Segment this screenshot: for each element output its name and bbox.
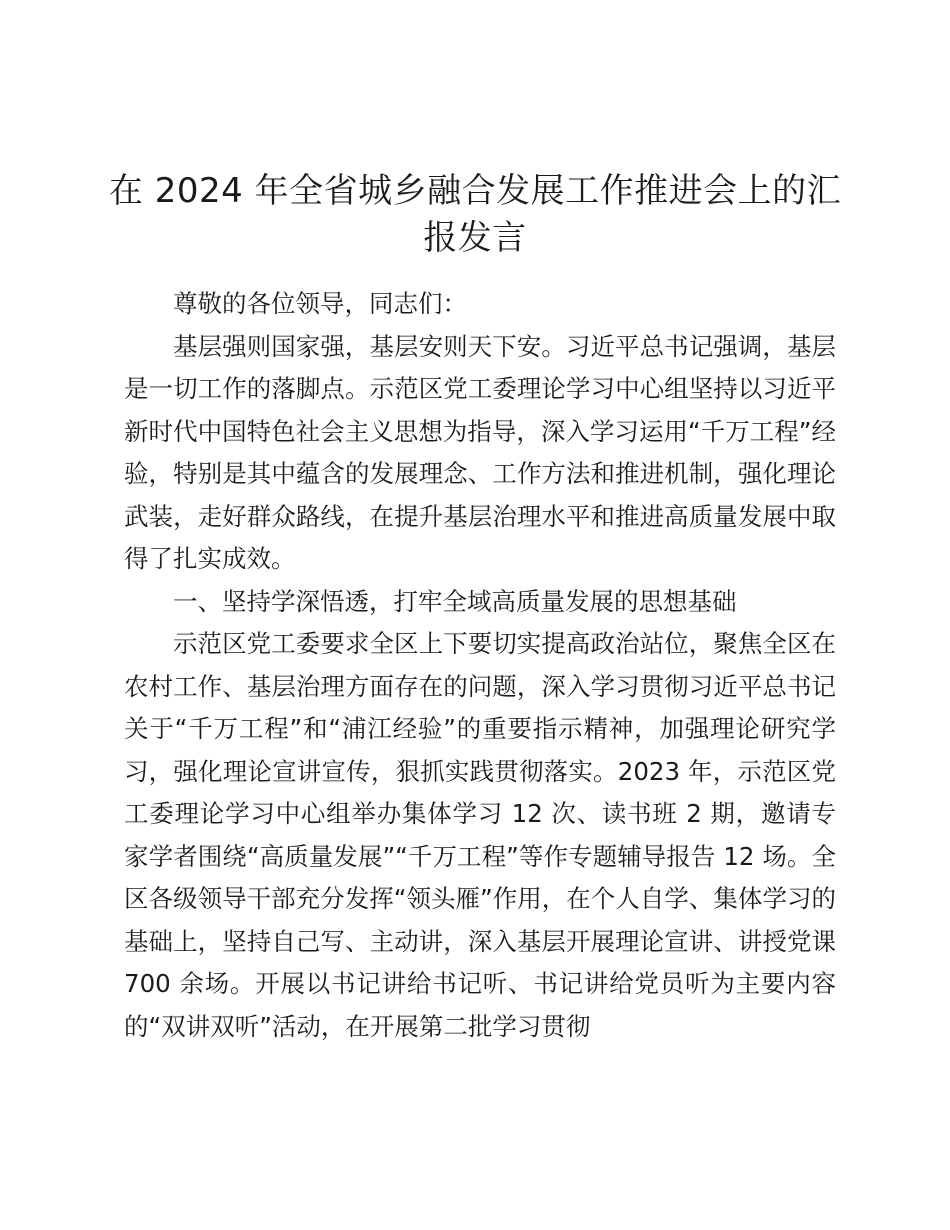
document-body xyxy=(124,283,836,1048)
salutation: 尊敬的各位领导，同志们： xyxy=(173,289,467,318)
document-title: 在 2024 年全省城乡融合发展工作推进会上的汇报发言 xyxy=(108,171,842,258)
section-heading-1: 一、坚持学深悟透，打牢全域高质量发展的思想基础 xyxy=(173,586,737,616)
paragraph-section-1: 示范区党工委要求全区上下要切实提高政治站位，聚焦全区在农村工作、基层治理方面存在的问题，深入学习贯彻习近平总书记关于“千万工程”和“浦江经验”的重要指示精神，加强理论研究学习，强化理论宣讲宣传，狠抓实践贯彻落实。2023 年，示范区党工委理论学习中心组举办集体学习 12 次、读书班 2 期，邀请专家学者围绕“高质量发展”“千万工程”等作专题辅导报告 12 场。全区各级领导干部充分发挥“领头雁”作用，在个人自学、集体学习的基础上，坚持自己写、主动讲，深入基层开展理论宣讲、讲授党课 700 余场。开展以书记讲给书记听、书记讲给党员听为主要内容的“双讲双听”活动，在开展第二批学习贯彻 xyxy=(124,629,836,1041)
paragraph-intro: 基层强则国家强，基层安则天下安。习近平总书记强调，基层是一切工作的落脚点。示范区党工委理论学习中心组坚持以习近平新时代中国特色社会主义思想为指导，深入学习运用“千万工程”经验，特别是其中蕴含的发展理念、工作方法和推进机制，强化理论武装，走好群众路线，在提升基层治理水平和推进高质量发展中取得了扎实成效。 xyxy=(124,331,836,573)
